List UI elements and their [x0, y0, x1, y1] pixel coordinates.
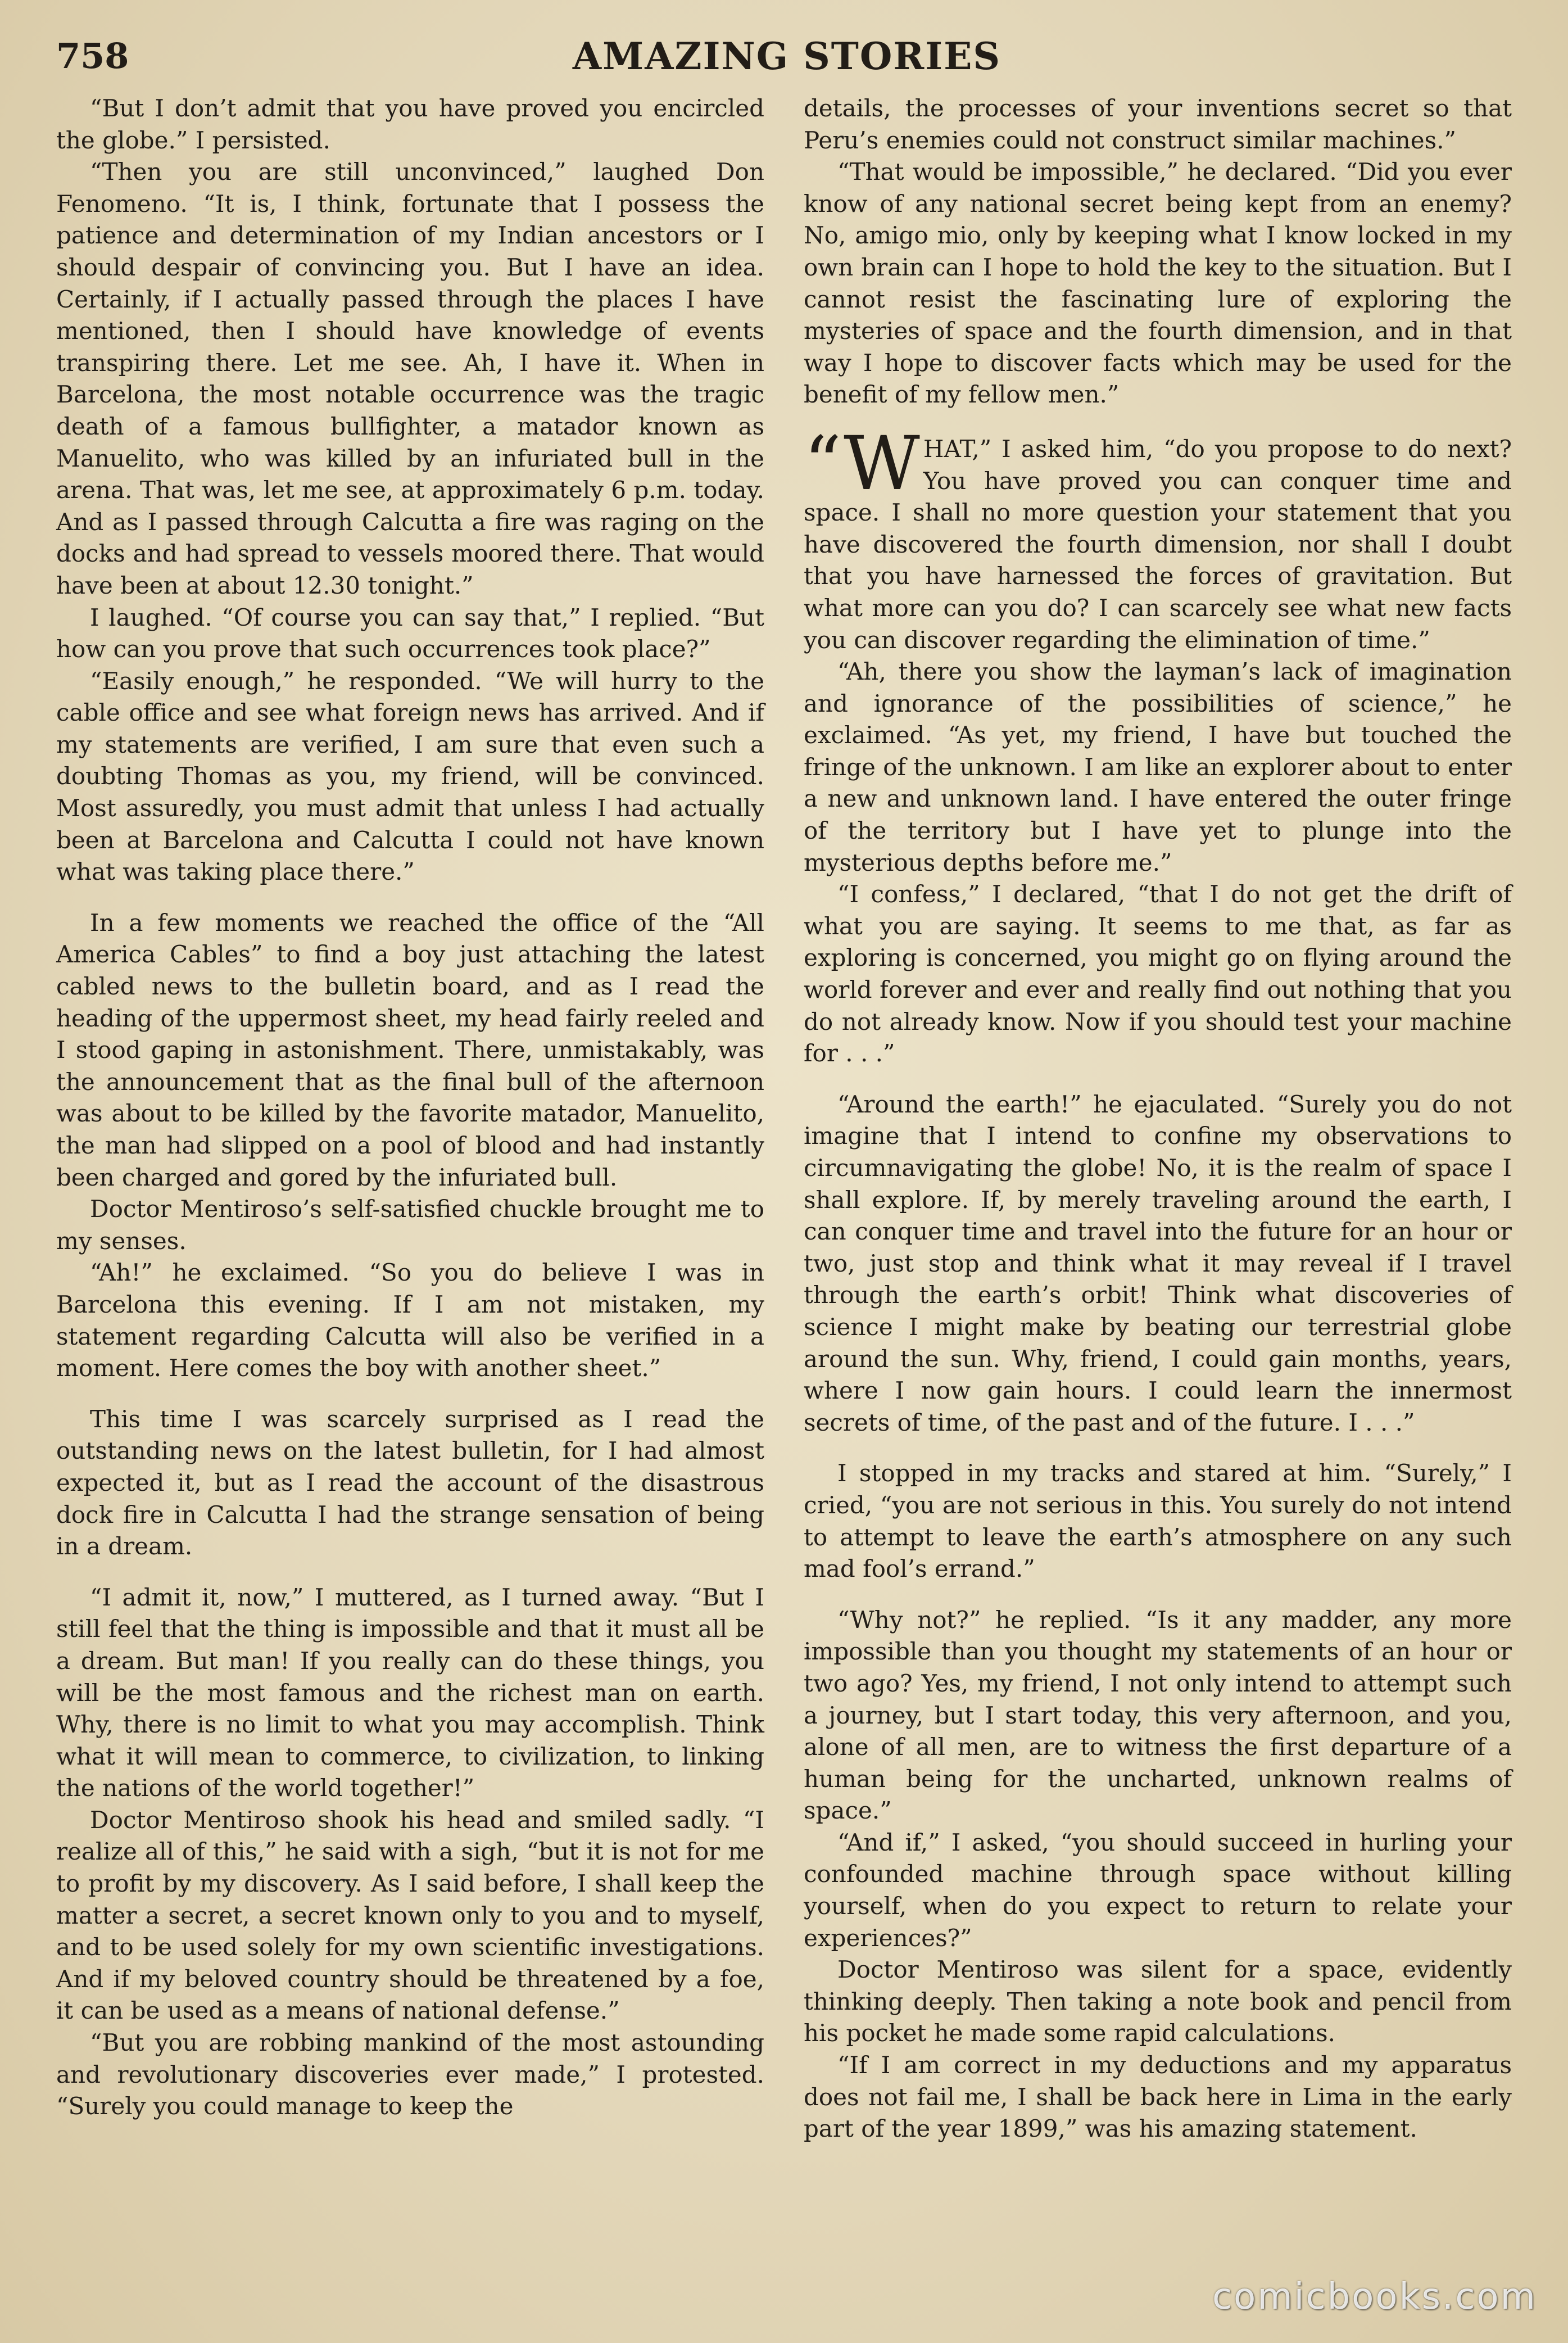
paragraph: In a few moments we reached the office of the “All America Cables” to find a boy just attaching the latest cabled news to the bulletin board, and as I read the heading of the uppermost sheet, my head fairly reeled and I stood gaping in astonishment. There, unmistakably, was the announcement that as the final bull of the afternoon was about to be killed by the favorite matador, Manuelito, the man had slipped on a pool of blood and had instantly been charged and gored by the infuriated bull.: [56, 908, 764, 1191]
paragraph: “Then you are still unconvinced,” laughed Don Fenomeno. “It is, I think, fortunate that I possess the patience and determination of my Indian ancestors or I should despair of convincing you. But I have an idea. Certainly, if I actually passed through the places I have mentioned, then I should have knowledge of events transpiring there. Let me see. Ah, I have it. When in Barcelona, the most notable occurrence was the tragic death of a famous bullfighter, a matador known as Manuelito, who was killed by an infuriated bull in the arena. That was, let me see, at approximately 6 p.m. today. And as I passed through Calcutta a fire was raging on the docks and had spread to vessels moored there. That would have been at about 12.30 tonight.”: [56, 158, 764, 599]
paragraph: “And if,” I asked, “you should succeed in hurling your confounded machine through space without killing yourself, when do you expect to return to relate your experiences?”: [804, 1828, 1512, 1952]
text-columns: [56, 93, 1517, 2319]
paragraph-text: HAT,” I asked him, “do you propose to do next? You have proved you can conquer time and space. I shall no more question your statement that you have discovered the fourth dimension, nor shall I doubt that you have harnessed the forces of gravitation. But what more can you do? I can scarcely see what new facts you can discover regarding the elimination of time.”: [804, 435, 1512, 654]
paragraph: “Why not?” he replied. “Is it any madder, any more impossible than you thought my statements of an hour or two ago? Yes, my friend, I not only intend to attempt such a journey, but I start today, this very afternoon, and you, alone of all men, are to witness the first departure of a human being for the uncharted, unknown realms of space.”: [804, 1605, 1512, 1825]
paragraph: “I admit it, now,” I muttered, as I turned away. “But I still feel that the thing is impossible and that it must all be a dream. But man! If you really can do these things, you will be the most famous and the richest man on earth. Why, there is no limit to what you may accomplish. Think what it will mean to commerce, to civilization, to linking the nations of the world together!”: [56, 1583, 764, 1802]
right-column: [804, 93, 1512, 2145]
paragraph: “Ah, there you show the layman’s lack of imagination and ignorance of the possibilities of science,” he exclaimed. “As yet, my friend, I have but touched the fringe of the unknown. I am like an explorer about to enter a new and unknown land. I have entered the outer fringe of the territory but I have yet to plunge into the mysterious depths before me.”: [804, 658, 1512, 876]
page-number: 758: [56, 35, 129, 76]
paragraph: “Easily enough,” he responded. “We will hurry to the cable office and see what foreign news has arrived. And if my statements are verified, I am sure that even such a doubting Thomas as you, my friend, will be convinced. Most assuredly, you must admit that unless I had actually been at Barcelona and Calcutta I could not have known what was taking place there.”: [56, 667, 764, 886]
paragraph: “If I am correct in my deductions and my apparatus does not fail me, I shall be back here in Lima in the early part of the year 1899,” was his amazing statement.: [804, 2051, 1512, 2143]
page-header: [56, 31, 1517, 98]
drop-cap: “W: [804, 420, 920, 507]
paragraph: “Ah!” he exclaimed. “So you do believe I was in Barcelona this evening. If I am not mistaken, my statement regarding Calcutta will also be verified in a moment. Here comes the boy with another sheet.”: [56, 1259, 764, 1382]
paragraph: “But I don’t admit that you have proved you encircled the globe.” I persisted.: [56, 94, 764, 154]
paragraph: I laughed. “Of course you can say that,” I replied. “But how can you prove that such occurrences took place?”: [56, 603, 764, 663]
paragraph: This time I was scarcely surprised as I read the outstanding news on the latest bulletin, for I had almost expected it, but as I read the account of the disastrous dock fire in Calcutta I had the strange sensation of being in a dream.: [56, 1405, 764, 1561]
site-watermark: comicbooks.com: [1212, 2276, 1537, 2318]
left-column: [56, 93, 764, 2123]
paragraph: Doctor Mentiroso was silent for a space, evidently thinking deeply. Then taking a note book and pencil from his pocket he made some rapid calculations.: [804, 1956, 1512, 2047]
paragraph: “I confess,” I declared, “that I do not get the drift of what you are saying. It seems to me that, as far as exploring is concerned, you might go on flying around the world forever and ever and really find out nothing that you do not already know. Now if you should test your machine for . . .”: [804, 880, 1512, 1068]
paragraph: “But you are robbing mankind of the most astounding and revolutionary discoveries ever made,” I protested. “Surely you could manage to keep the: [56, 2029, 764, 2120]
paragraph: I stopped in my tracks and stared at him. “Surely,” I cried, “you are not serious in this. You surely do not intend to attempt to leave the earth’s atmosphere on any such mad fool’s errand.”: [804, 1459, 1512, 1583]
paragraph: details, the processes of your inventions secret so that Peru’s enemies could not construct similar machines.”: [804, 94, 1512, 154]
magazine-page: [56, 31, 1517, 2319]
section-opening-paragraph: [804, 420, 1512, 656]
paragraph: “That would be impossible,” he declared. “Did you ever know of any national secret being kept from an enemy? No, amigo mio, only by keeping what I know locked in my own brain can I hope to hold the key to the situation. But I cannot resist the fascinating lure of exploring the mysteries of space and the fourth dimension, and in that way I hope to discover facts which may be used for the benefit of my fellow men.”: [804, 158, 1512, 409]
paragraph: “Around the earth!” he ejaculated. “Surely you do not imagine that I intend to confine my observations to circumnavigating the globe! No, it is the realm of space I shall explore. If, by merely traveling around the earth, I can conquer time and travel into the future for an hour or two, just stop and think what it may reveal if I travel through the earth’s orbit! Think what discoveries of science I might make by beating our terrestrial globe around the sun. Why, friend, I could gain months, years, where I now gain hours. I could learn the innermost secrets of time, of the past and of the future. I . . .”: [804, 1090, 1512, 1436]
paragraph: Doctor Mentiroso’s self-satisfied chuckle brought me to my senses.: [56, 1195, 764, 1255]
paragraph: Doctor Mentiroso shook his head and smiled sadly. “I realize all of this,” he said with a sigh, “but it is not for me to profit by my discovery. As I said before, I shall keep the matter a secret, a secret known only to you and to myself, and to be used solely for my own scientific investigations. And if my beloved country should be threatened by a foe, it can be used as a means of national defense.”: [56, 1806, 764, 2025]
running-title: AMAZING STORIES: [572, 34, 1001, 78]
